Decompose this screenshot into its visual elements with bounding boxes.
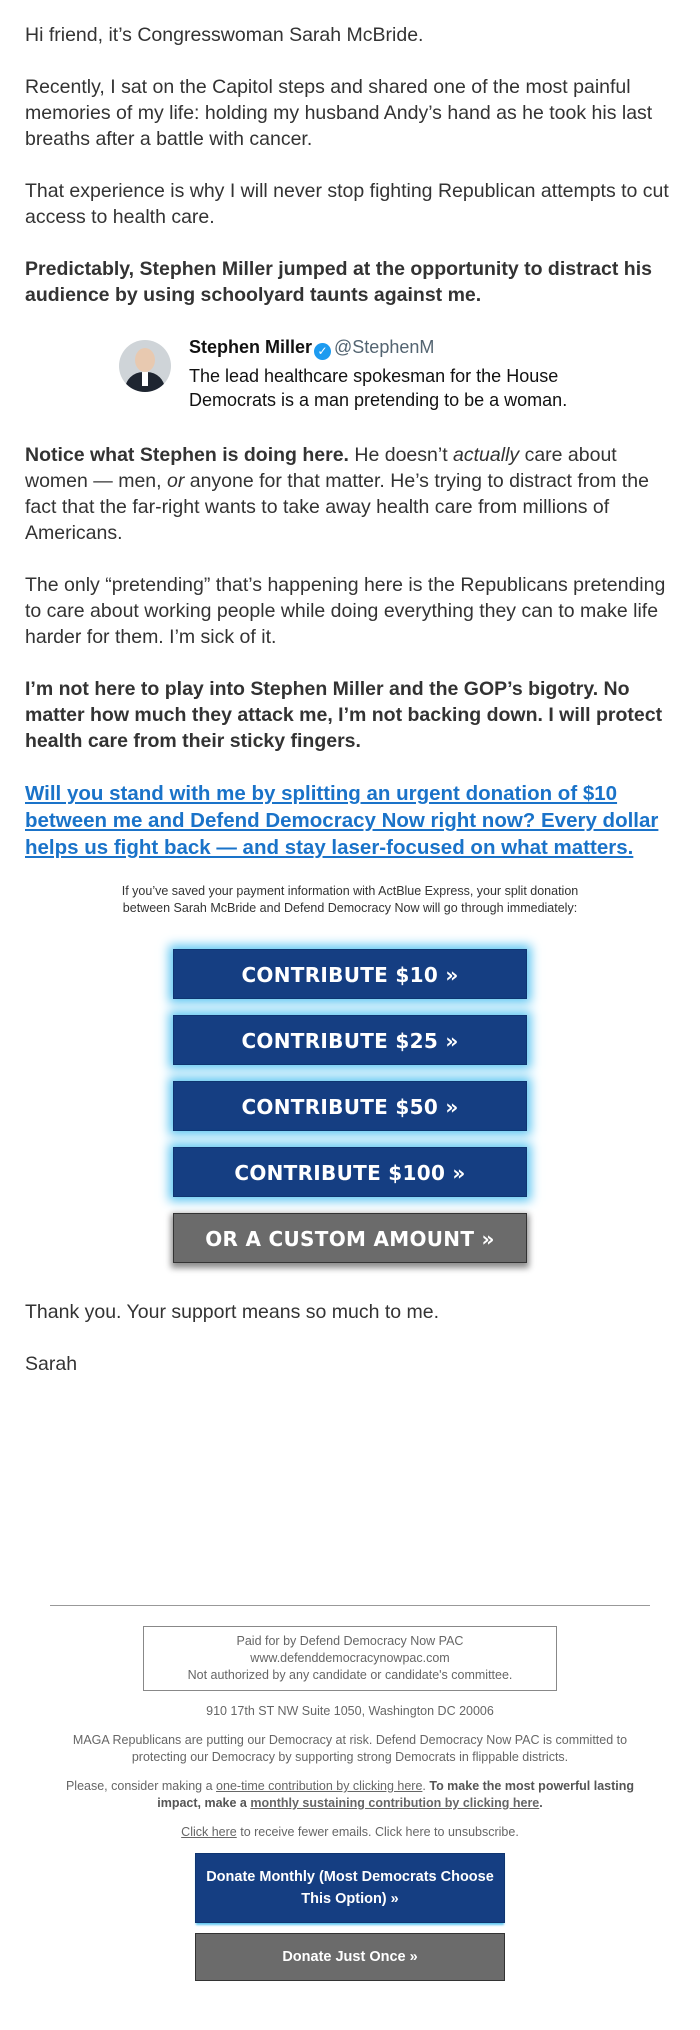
contribute-50-button[interactable]: CONTRIBUTE $50 »	[173, 1081, 527, 1131]
notice-text-2: care about women — men,	[25, 444, 617, 492]
paragraph-experience: That experience is why I will never stop fighting Republican attempts to cut access to health care.	[25, 180, 669, 228]
one-time-contribution-link[interactable]: one-time contribution by clicking here	[216, 1779, 423, 1793]
paragraph-notice	[25, 442, 675, 546]
paragraph-memory: Recently, I sat on the Capitol steps and shared one of the most painful memories of my life: holding my husband Andy’s hand as he took his last breaths after a battle with cancer.	[25, 76, 653, 150]
notice-text-1: He doesn’t	[348, 444, 454, 466]
paid-for-line: Paid for by Defend Democracy Now PAC	[236, 1634, 464, 1648]
website-line: www.defenddemocracynowpac.com	[250, 1651, 450, 1665]
donate-monthly-button[interactable]: Donate Monthly (Most Democrats Choose This Option) »	[195, 1853, 505, 1923]
embedded-tweet[interactable]	[25, 334, 675, 412]
notice-text-3: anyone for that matter. He’s trying to distract from the fact that the far-right wants to take away health care from millions of Americans.	[25, 470, 649, 544]
monthly-contribution-link[interactable]: monthly sustaining contribution by clicking here	[250, 1796, 540, 1810]
notice-italic-actually: actually	[453, 444, 520, 466]
contribution-options	[60, 1778, 640, 1812]
donate-once-button[interactable]: Donate Just Once »	[195, 1933, 505, 1981]
address: 910 17th ST NW Suite 1050, Washington DC 20006	[206, 1704, 494, 1718]
contribute-25-button[interactable]: CONTRIBUTE $25 »	[173, 1015, 527, 1065]
donation-ask-link[interactable]: Will you stand with me by splitting an urgent donation of $10 between me and Defend Democracy Now right now? Every dollar helps us fight back — and stay laser-focused on what matters.	[25, 782, 659, 859]
avatar	[119, 340, 171, 392]
paragraph-not-backing-down: I’m not here to play into Stephen Miller and the GOP’s bigotry. No matter how much they attack me, I’m not backing down. I will protect health care from their sticky fingers.	[25, 678, 663, 752]
consider-end: .	[539, 1796, 543, 1810]
consider-sep: .	[422, 1779, 430, 1793]
not-authorized-line: Not authorized by any candidate or candidate's committee.	[187, 1668, 513, 1682]
footer	[0, 1605, 700, 1991]
consider-bold: To make the most powerful lasting impact, make a	[157, 1779, 635, 1810]
verified-badge-icon: ✓	[314, 343, 331, 360]
signature: Sarah	[25, 1353, 78, 1375]
contribute-10-button[interactable]: CONTRIBUTE $10 »	[173, 949, 527, 999]
tweet-handle: @StephenM	[334, 337, 435, 357]
fewer-emails-link[interactable]: Click here	[181, 1825, 237, 1839]
paid-for-disclaimer	[143, 1626, 557, 1691]
mission-statement: MAGA Republicans are putting our Democracy at risk. Defend Democracy Now PAC is committed to protecting our Democracy by supporting strong Democrats in flippable districts.	[72, 1733, 628, 1764]
tweet-header	[189, 336, 589, 360]
paragraph-predictably: Predictably, Stephen Miller jumped at the opportunity to distract his audience by using schoolyard taunts against me.	[25, 258, 652, 306]
notice-italic-or: or	[166, 470, 185, 492]
email-preferences	[60, 1824, 640, 1841]
consider-text: Please, consider making a	[65, 1779, 217, 1793]
tweet-text: The lead healthcare spokesman for the House Democrats is a man pretending to be a woman.	[189, 366, 568, 410]
fewer-emails-text: to receive fewer emails. Click here to unsubscribe.	[236, 1825, 519, 1839]
custom-amount-button[interactable]: OR A CUSTOM AMOUNT »	[173, 1213, 527, 1263]
actblue-express-note: If you’ve saved your payment information with ActBlue Express, your split donation between Sarah McBride and Defend Democracy Now will go through immediately:	[121, 884, 579, 915]
notice-bold: Notice what Stephen is doing here.	[25, 444, 349, 466]
greeting: Hi friend, it’s Congresswoman Sarah McBride.	[25, 24, 424, 46]
footer-divider	[50, 1605, 650, 1606]
tweet-body	[189, 334, 589, 412]
paragraph-pretending: The only “pretending” that’s happening here is the Republicans pretending to care about working people while doing everything they can to make life harder for them. I’m sick of it.	[25, 574, 666, 648]
contribute-100-button[interactable]: CONTRIBUTE $100 »	[173, 1147, 527, 1197]
tweet-author-name: Stephen Miller	[189, 337, 313, 357]
thank-you: Thank you. Your support means so much to me.	[25, 1301, 440, 1323]
